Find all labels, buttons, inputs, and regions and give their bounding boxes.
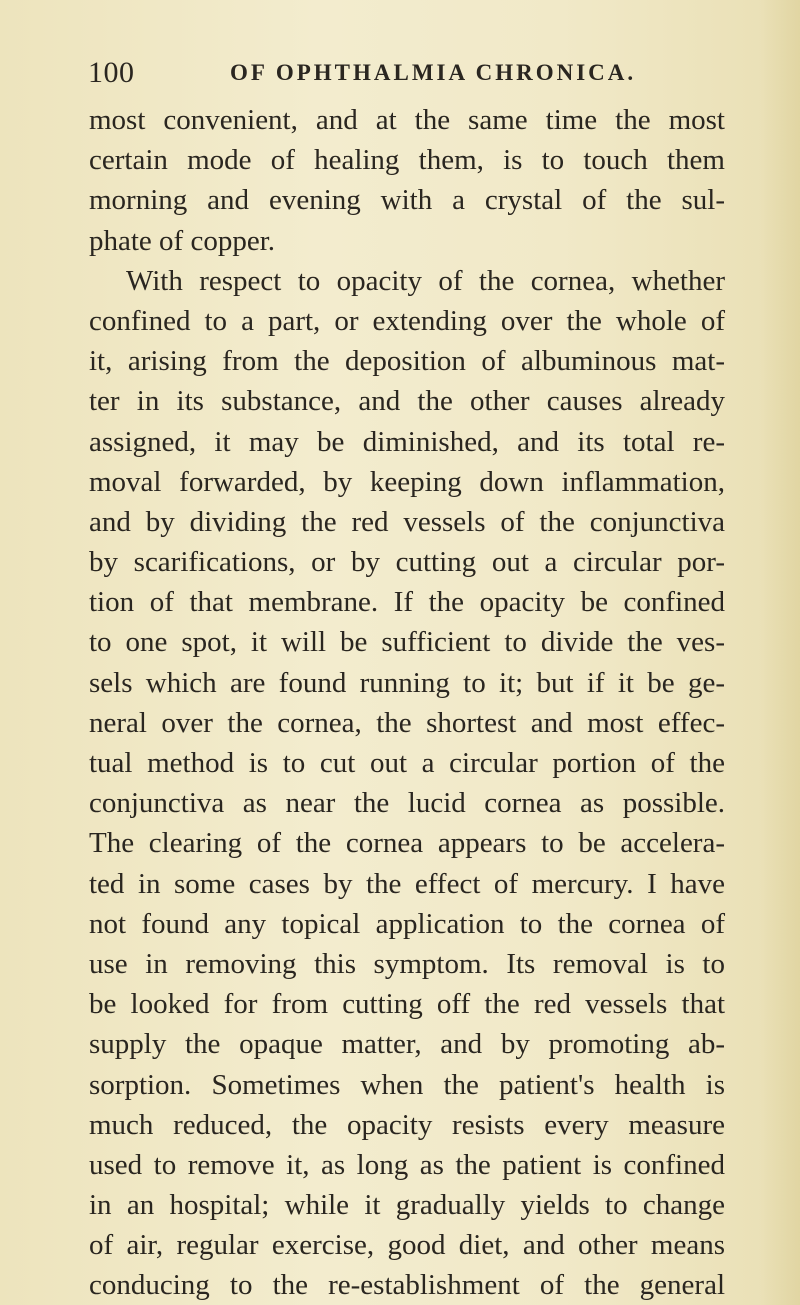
text-line: sorption. Sometimes when the patient's health is [89,1068,725,1101]
text-line: supply the opaque matter, and by promoting ab- [89,1028,725,1061]
body-text [89,100,725,1305]
text-line: be looked for from cutting off the red vessels that [89,988,725,1021]
page-header [88,56,728,96]
text-line: of air, regular exercise, good diet, and other means [89,1229,725,1262]
paragraph-start-line: With respect to opacity of the cornea, whether [126,264,725,297]
text-line: ter in its substance, and the other causes already [89,385,725,418]
text-line: morning and evening with a crystal of the sul- [89,184,725,217]
text-line: conducing to the re-establishment of the general [89,1269,725,1302]
text-line: The clearing of the cornea appears to be accelera- [89,827,725,860]
text-line: most convenient, and at the same time the most [89,104,725,136]
text-line: assigned, it may be diminished, and its total re- [89,425,725,458]
text-line: moval forwarded, by keeping down inflammation, [89,465,725,498]
text-line: conjunctiva as near the lucid cornea as possible. [89,787,725,820]
text-line: sels which are found running to it; but if it be ge- [89,666,725,699]
text-line: not found any topical application to the cornea of [89,907,725,940]
text-line: use in removing this symptom. Its removal is to [89,947,725,980]
text-line: phate of copper. [89,224,276,257]
page-number: 100 [88,56,135,89]
text-line: confined to a part, or extending over the whole of [89,304,725,337]
text-line: neral over the cornea, the shortest and most effec- [89,706,725,739]
text-line: tual method is to cut out a circular portion of the [89,747,725,779]
text-line: tion of that membrane. If the opacity be confined [89,586,725,619]
text-line: to one spot, it will be sufficient to divide the ves- [89,626,725,659]
text-line: and by dividing the red vessels of the conjunctiva [89,505,725,538]
text-line: by scarifications, or by cutting out a circular por- [89,546,725,579]
text-line: much reduced, the opacity resists every measure [89,1108,725,1141]
text-line: ted in some cases by the effect of mercury. I have [89,867,725,900]
text-line: certain mode of healing them, is to touch them [89,144,725,177]
text-line: in an hospital; while it gradually yields to change [89,1189,725,1222]
running-head: OF OPHTHALMIA CHRONICA. [230,60,637,85]
text-line: used to remove it, as long as the patient is confined [89,1148,725,1181]
text-line: it, arising from the deposition of albuminous mat- [89,345,725,378]
